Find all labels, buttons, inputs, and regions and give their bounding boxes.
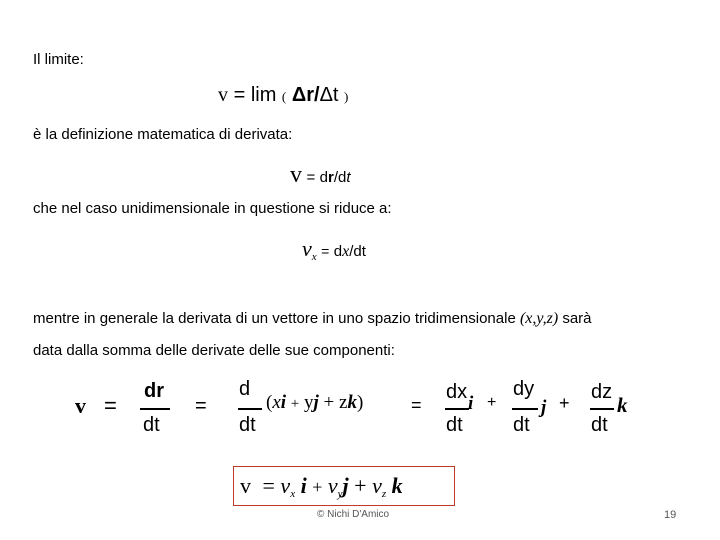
eq1-rparen: )	[344, 89, 349, 104]
components-text: data dalla somma delle derivate delle sue componenti:	[33, 342, 395, 359]
general-case-text	[33, 310, 592, 328]
eq3-v: v	[302, 236, 312, 261]
eq1-delta-r: Δr	[291, 84, 314, 106]
general-case-pre: mentre in generale la derivata di un vettore in uno spazio tridimensionale	[33, 310, 516, 327]
eq4-f4-unit-vector: j	[541, 397, 547, 418]
eq4-j: j	[313, 392, 319, 413]
eq4-plus-2: +	[323, 392, 335, 413]
eq4-f3-unit-vector: i	[468, 393, 474, 414]
boxed-sub-z: z	[381, 488, 387, 500]
definition-text: è la definizione matematica di derivata:	[33, 126, 293, 143]
eq4-i: i	[280, 392, 287, 413]
general-case-coords: (x,y,z)	[519, 310, 559, 327]
eq2-d2: d	[338, 169, 347, 186]
eq4-z: z	[339, 392, 348, 413]
boxed-vx: v	[280, 473, 291, 498]
eq4-f2-numerator: d	[239, 378, 251, 400]
eq4-equals-3: =	[411, 395, 422, 415]
eq4-f1-denominator: dt	[143, 414, 160, 436]
eq2-r: r	[328, 169, 334, 186]
eq1-lim: lim	[250, 84, 277, 106]
derivative-equation	[290, 162, 351, 189]
eq2-equals: =	[306, 169, 316, 186]
eq4-equals-1: =	[104, 393, 117, 418]
eq3-dt: dt	[353, 243, 366, 260]
boxed-plus-2: +	[354, 473, 367, 498]
eq4-equals-2: =	[195, 395, 207, 417]
eq4-plus-1: +	[290, 396, 300, 412]
eq1-delta-t: Δt	[319, 84, 339, 106]
eq1-v: v	[218, 84, 228, 106]
eq2-v: v	[290, 162, 302, 188]
eq4-y: y	[304, 392, 314, 413]
eq4-f2-fraction-bar	[238, 408, 262, 410]
eq4-f5-denominator: dt	[591, 414, 608, 436]
eq4-f4-numerator: dy	[513, 378, 535, 400]
boxed-equals: =	[262, 473, 275, 498]
eq4-vector-expression	[266, 392, 363, 414]
general-case-post: sarà	[562, 310, 592, 327]
eq3-equals: =	[321, 243, 330, 259]
eq4-v: v	[75, 393, 86, 418]
boxed-vy: v	[327, 473, 338, 498]
eq1-lparen: (	[281, 89, 287, 104]
eq3-d: d	[333, 243, 343, 260]
eq3-x: x	[342, 243, 350, 260]
boxed-i: i	[300, 473, 307, 498]
eq4-paren-open: (	[266, 392, 273, 413]
eq4-f4-fraction-bar	[512, 408, 538, 410]
boxed-result	[233, 466, 455, 506]
eq2-d1: d	[319, 169, 329, 186]
eq4-f3-denominator: dt	[446, 414, 463, 436]
eq1-slash: /	[314, 84, 320, 106]
eq4-k: k	[347, 392, 357, 413]
one-dimensional-text: che nel caso unidimensionale in questione si riduce a:	[33, 200, 392, 217]
eq4-x: x	[272, 392, 281, 413]
eq4-f1-fraction-bar	[140, 408, 170, 410]
eq4-f5-fraction-bar	[590, 408, 614, 410]
limit-equation	[218, 84, 348, 107]
boxed-result-equation	[240, 473, 403, 500]
eq2-slash: /	[333, 169, 339, 186]
eq4-plus-3: +	[487, 394, 497, 411]
page-number: 19	[664, 509, 677, 521]
footer-author: © Nichi D'Amico	[317, 509, 390, 520]
eq4-f5-unit-vector: k	[617, 393, 628, 417]
eq4-plus-4: +	[559, 393, 570, 413]
eq2-t: t	[346, 169, 351, 186]
eq3-slash: /	[349, 243, 354, 260]
eq4-f2-denominator: dt	[239, 414, 256, 436]
eq1-equals: =	[233, 84, 246, 106]
boxed-j: j	[342, 473, 349, 498]
eq4-f3-numerator: dx	[446, 381, 468, 403]
eq4-f1-numerator: dr	[144, 380, 164, 402]
boxed-v: v	[240, 473, 251, 498]
eq4-f3-fraction-bar	[445, 408, 469, 410]
eq4-f4-denominator: dt	[513, 414, 530, 436]
boxed-plus-1: +	[312, 477, 323, 497]
eq4-paren-close: )	[356, 392, 364, 413]
vx-equation	[302, 236, 366, 263]
boxed-k: k	[391, 473, 403, 498]
boxed-vz: v	[372, 473, 382, 498]
intro-text: Il limite:	[33, 51, 84, 68]
boxed-sub-y: y	[337, 488, 343, 500]
eq3-sub-x: x	[311, 251, 317, 263]
boxed-sub-x: x	[290, 488, 296, 500]
eq4-f5-numerator: dz	[591, 381, 613, 403]
